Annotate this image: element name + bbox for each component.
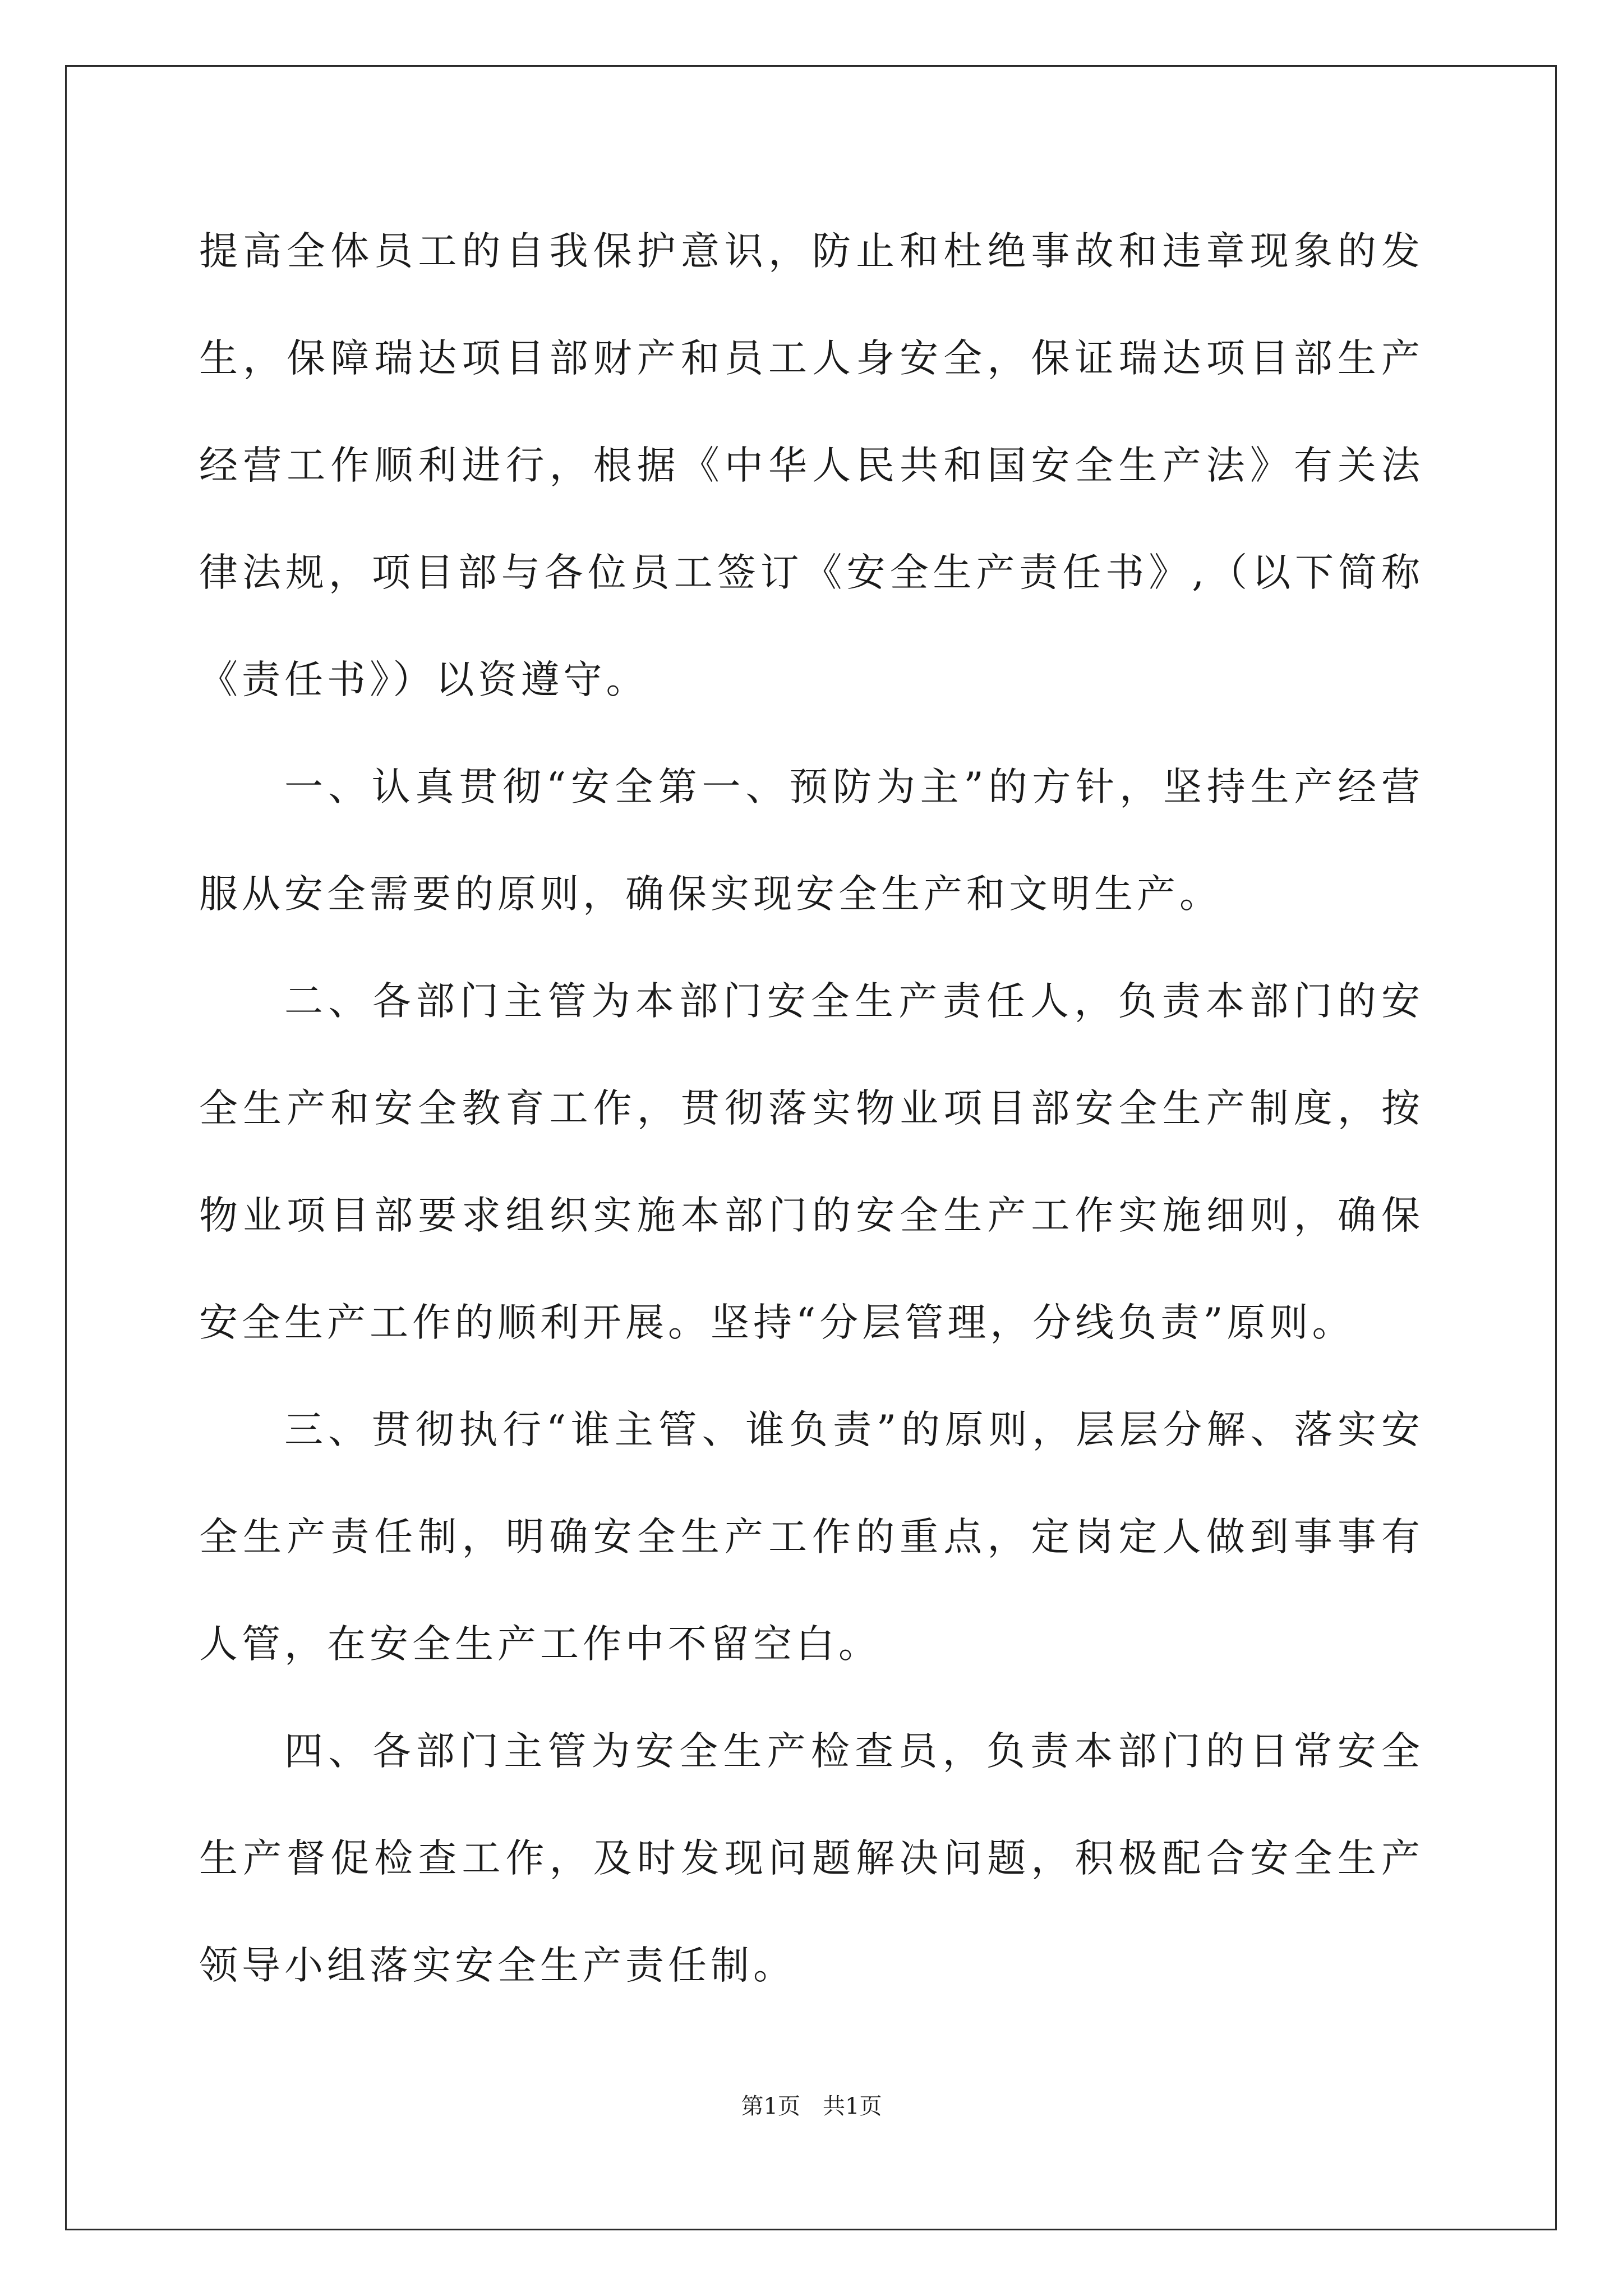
document-body bbox=[199, 198, 1424, 2019]
paragraph-item-3: 三、贯彻执行“谁主管、谁负责”的原则，层层分解、落实安全生产责任制，明确安全生产工作的重点，定岗定人做到事事有人管，在安全生产工作中不留空白。 bbox=[199, 1407, 1424, 1667]
paragraph-item-4: 四、各部门主管为安全生产检查员，负责本部门的日常安全生产督促检查工作，及时发现问题解决问题，积极配合安全生产领导小组落实安全生产责任制。 bbox=[199, 1729, 1424, 1988]
paragraph-intro: 提高全体员工的自我保护意识，防止和杜绝事故和违章现象的发生，保障瑞达项目部财产和员工人身安全，保证瑞达项目部生产经营工作顺利进行，根据《中华人民共和国安全生产法》有关法律法规，项目部与各位员工签订《安全生产责任书》,（以下简称《责任书》）以资遵守。 bbox=[199, 229, 1424, 702]
paragraph-item-1: 一、认真贯彻“安全第一、预防为主”的方针，坚持生产经营服从安全需要的原则，确保实现安全生产和文明生产。 bbox=[199, 765, 1424, 917]
page-number-footer: 第1页 共1页 bbox=[741, 2093, 882, 2119]
paragraph-item-2: 二、各部门主管为本部门安全生产责任人，负责本部门的安全生产和安全教育工作，贯彻落实物业项目部安全生产制度，按物业项目部要求组织实施本部门的安全生产工作实施细则，确保安全生产工作的顺利开展。坚持“分层管理，分线负责”原则。 bbox=[199, 979, 1424, 1345]
